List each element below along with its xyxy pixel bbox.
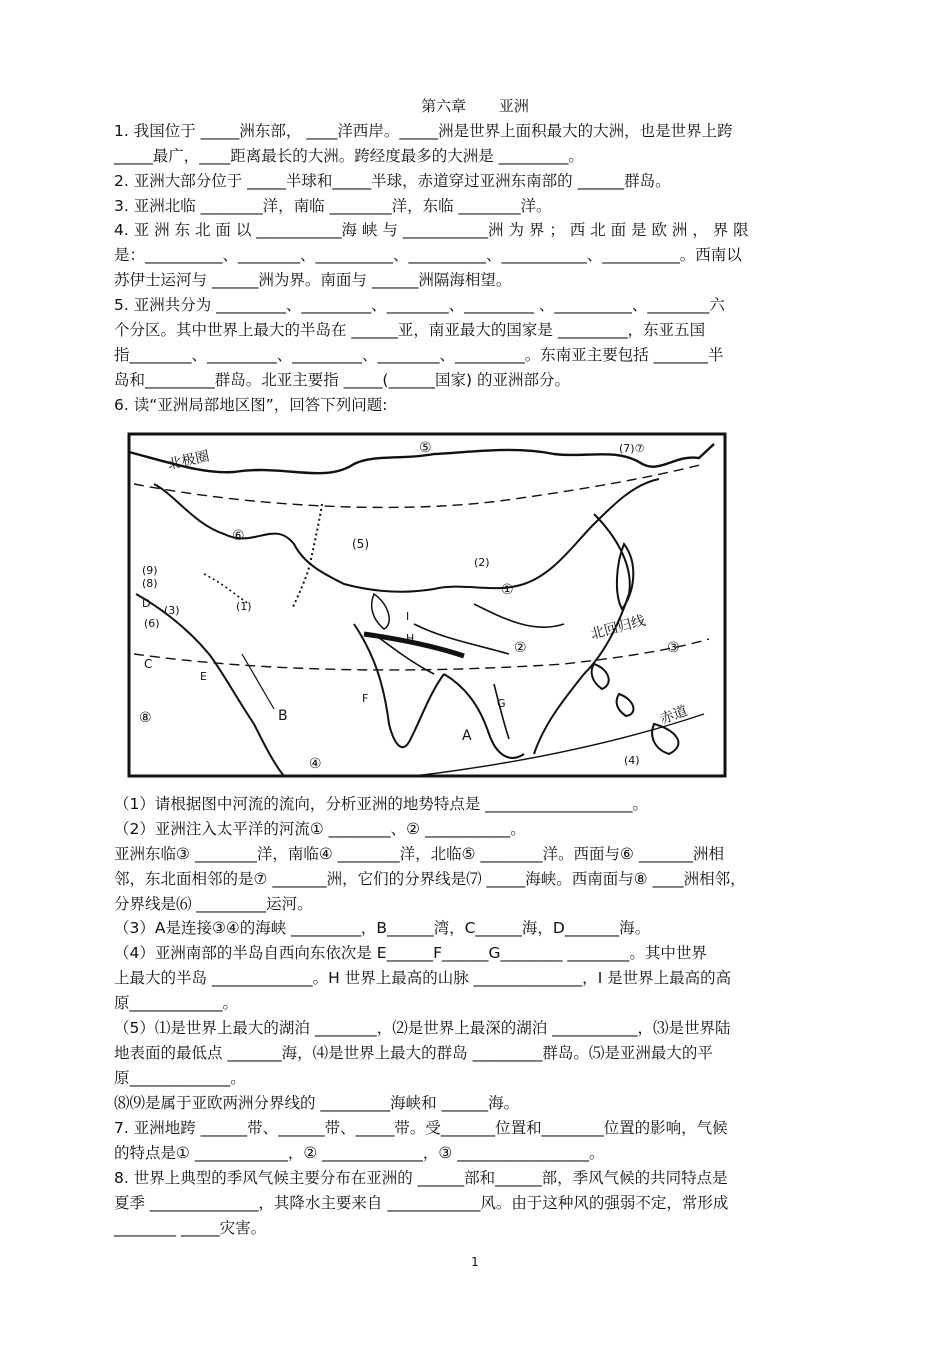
question-line: （3）A是连接③④的海峡 _________，B______湾，C______海，D_______海。	[114, 919, 651, 937]
question-line: （4）亚洲南部的半岛自西向东依次是 E______F______G________ ________。其中世界	[114, 944, 707, 962]
question-line: ⑻⑼是属于亚欧两洲分界线的 _________海峡和 ______海。	[114, 1094, 520, 1112]
label-C: C	[144, 657, 153, 671]
question-line: 5. 亚洲共分为 _________、_________、________、_________ 、__________、________六	[114, 296, 725, 314]
label-H: H	[406, 632, 415, 645]
label-A: A	[462, 728, 472, 744]
label-2b: ②	[514, 640, 527, 656]
label-G: G	[497, 697, 506, 710]
label-D: D	[142, 597, 151, 610]
label-6b: (6)	[144, 617, 160, 630]
question-line: （2）亚洲注入太平洋的河流① ________、② ___________。	[114, 820, 526, 838]
question-line: 指________、_________、_________、________、_________。东南亚主要包括 _______半	[114, 346, 724, 364]
label-1: ①	[501, 582, 514, 598]
question-line: 8. 世界上典型的季风气候主要分布在亚洲的 ______部和______部，季风气候的共同特点是	[114, 1169, 728, 1187]
question-line: _____最广，____距离最长的大洲。跨经度最多的大洲是 _________。	[114, 147, 584, 165]
label-5: ⑤	[419, 440, 432, 456]
question-line: （5）⑴是世界上最大的湖泊 ________，⑵是世界上最深的湖泊 ___________，⑶是世界陆	[114, 1019, 731, 1037]
label-6: ⑥	[232, 528, 245, 544]
label-8b: (8)	[142, 577, 158, 590]
label-4: ④	[309, 756, 322, 772]
label-7: (7)⑦	[619, 442, 645, 455]
label-E: E	[200, 670, 207, 683]
question-line: 原_____________。	[114, 1069, 246, 1087]
question-line: 3. 亚洲北临 ________洋，南临 ________洋，东临 ________洋。	[114, 197, 552, 215]
label-2: (2)	[474, 556, 490, 569]
page-title	[0, 95, 950, 116]
label-8: ⑧	[139, 710, 152, 726]
question-line: 亚洲东临③ ________洋，南临④ ________洋，北临⑤ ________洋。西面与⑥ _______洲相	[114, 845, 725, 863]
question-line: 岛和_________群岛。北亚主要指 _____(______国家) 的亚洲部分。	[114, 371, 570, 389]
question-line: 原____________。	[114, 994, 239, 1012]
label-5b: (5)	[352, 537, 369, 551]
label-3b: (3)	[164, 604, 180, 617]
tropic-label: 北回归线	[588, 612, 648, 643]
label-B: B	[278, 708, 288, 724]
question-line: 的特点是① ____________，② _____________，③ _________________。	[114, 1144, 605, 1162]
asia-region-map	[114, 424, 730, 784]
chapter-name: 亚洲	[498, 97, 529, 115]
question-line: 6. 读“亚洲局部地区图”，回答下列问题:	[114, 396, 388, 414]
question-line: 4. 亚 洲 东 北 面 以 ___________海 峡 与 ___________洲 为 界 ； 西 北 面 是 欧 洲 ， 界 限	[114, 221, 749, 239]
question-line: 上最大的半岛 _____________。H 世界上最高的山脉 ______________，I 是世界上最高的高	[114, 969, 732, 987]
label-3: ③	[667, 640, 680, 656]
question-line: 个分区。其中世界上最大的半岛在 ______亚，南亚最大的国家是 _________，东亚五国	[114, 321, 706, 339]
label-4b: (4)	[624, 754, 640, 767]
question-line: 是：__________、________、__________、__________、___________、__________。西南以	[114, 246, 742, 264]
question-line: 地表面的最低点 _______海，⑷是世界上最大的群岛 _________群岛。⑸是亚洲最大的平	[114, 1044, 713, 1062]
label-9: (9)	[142, 564, 158, 577]
question-line: 分界线是⑹ _________运河。	[114, 895, 313, 913]
arctic-circle-label: 北极圈	[166, 448, 211, 473]
label-F: F	[362, 692, 369, 705]
label-I: I	[406, 610, 410, 623]
chapter-label: 第六章	[421, 97, 467, 115]
question-line: 2. 亚洲大部分位于 _____半球和_____半球，赤道穿过亚洲东南部的 ______群岛。	[114, 172, 671, 190]
question-line: 苏伊士运河与 ______洲为界。南面与 ______洲隔海相望。	[114, 271, 512, 289]
label-1b: (1)	[236, 600, 252, 613]
question-line: 夏季 ______________，其降水主要来自 ____________风。由于这种风的强弱不定，常形成	[114, 1194, 729, 1212]
page-number: 1	[471, 1255, 479, 1269]
question-line: 1. 我国位于 _____洲东部， ____洋西岸。_____洲是世界上面积最大的大洲，也是世界上跨	[114, 122, 733, 140]
question-line: 7. 亚洲地跨 ______带、______带、_____带。受_______位置和________位置的影响，气候	[114, 1119, 728, 1137]
equator-label: 赤道	[657, 703, 690, 728]
question-line: （1）请根据图中河流的流向，分析亚洲的地势特点是 ___________________。	[114, 795, 649, 813]
question-line: ________ _____灾害。	[114, 1219, 267, 1237]
question-line: 邻，东北面相邻的是⑦ _______洲，它们的分界线是⑺ _____海峡。西南面与⑧ ____洲相邻，	[114, 870, 746, 888]
